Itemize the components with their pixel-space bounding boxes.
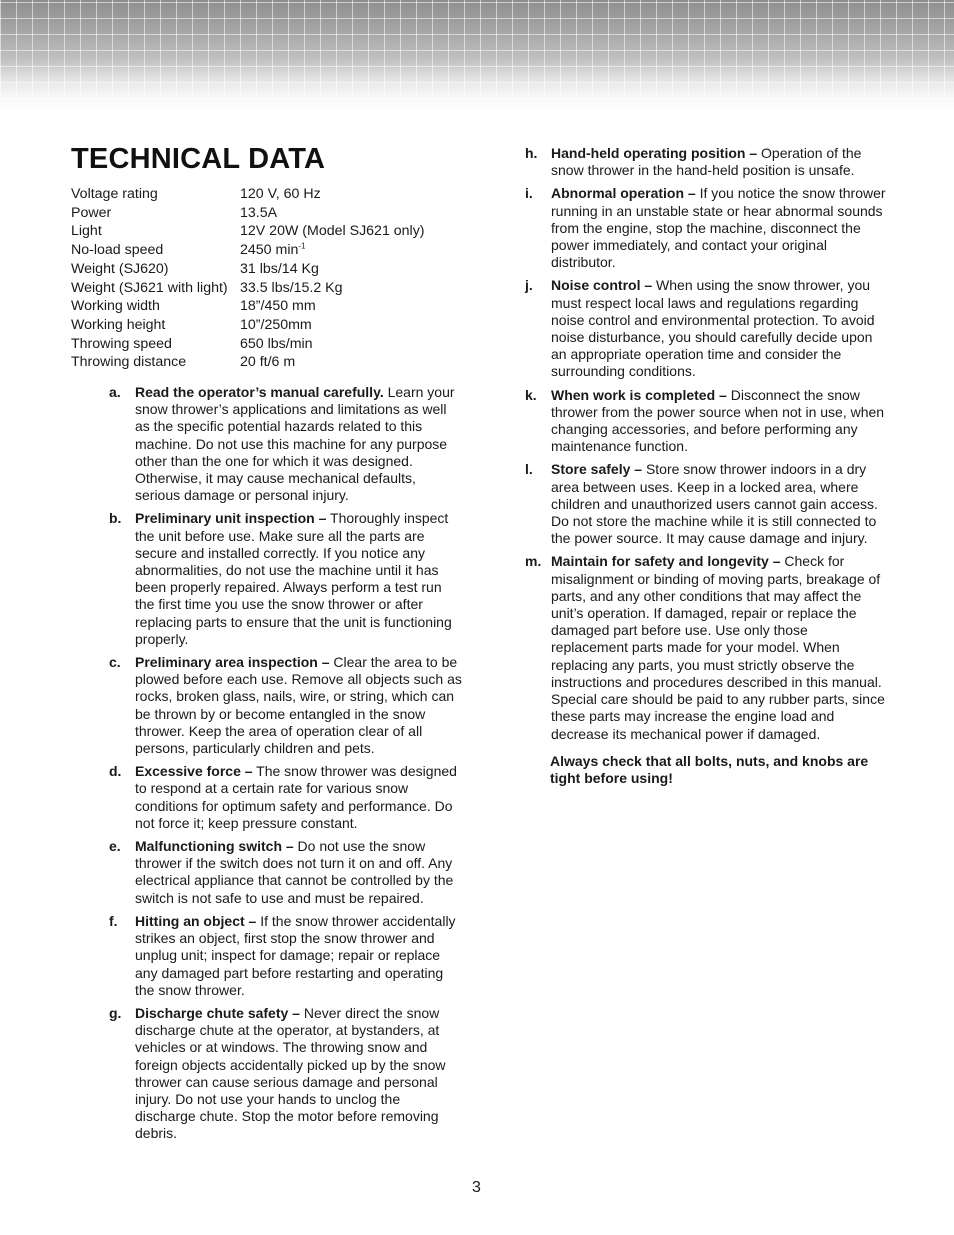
spec-label: Light — [71, 223, 102, 240]
item-heading: Maintain for safety and longevity – — [551, 553, 781, 570]
item-body — [551, 277, 887, 380]
spec-row — [71, 222, 471, 241]
safety-item — [109, 763, 464, 832]
item-body — [135, 1005, 464, 1143]
safety-item — [109, 1005, 464, 1143]
spec-value: 10”/250mm — [240, 316, 312, 333]
item-text: The snow thrower was designed to respond at a certain rate for various snow conditions for optimum safety and performance. Do not force it; keep pressure constant. — [135, 763, 457, 831]
spec-value: 650 lbs/min — [240, 335, 313, 352]
item-heading: Excessive force – — [135, 763, 253, 780]
item-letter: c. — [109, 654, 121, 671]
item-heading: Hand-held operating position – — [551, 145, 758, 161]
item-text: If you notice the snow thrower running in an unstable state or hear abnormal sounds from the engine, stop the machine, disconnect the power immediately, and contact your original distributor. — [551, 185, 886, 271]
safety-item — [525, 461, 887, 547]
safety-item — [525, 387, 887, 456]
spec-value — [240, 241, 306, 260]
spec-value-text: 2450 min — [240, 242, 299, 259]
item-text: Check for misalignment or binding of moving parts, breakage of parts, and any other conditions that may affect the unit’s operation. If damaged, repair or replace the damaged part before use. Use only those replacement parts made for your model. When replacing any parts, you must strictly observe the instructions and procedures described in this manual. Special care should be paid to any rubber parts, since these parts may increase the engine load and decrease its mechanical power if damaged. — [551, 553, 885, 742]
item-heading: When work is completed – — [551, 386, 727, 403]
spec-row — [71, 185, 471, 204]
header-fade — [0, 60, 954, 116]
item-body — [551, 387, 887, 456]
item-text: Learn your snow thrower’s applications and limitations as well as the specific potential hazards related to this machine. Do not use this machine for any purpose other than the one for which it was designed. Otherwise, it may cause mechanical defaults, serious damage or personal injury. — [135, 384, 455, 504]
safety-item — [109, 838, 464, 907]
spec-label: Working width — [71, 298, 160, 315]
item-heading: Malfunctioning switch – — [135, 838, 294, 855]
spec-row — [71, 297, 471, 316]
item-letter: m. — [525, 553, 542, 570]
item-heading: Noise control – — [551, 277, 653, 294]
spec-value: 33.5 lbs/15.2 Kg — [240, 279, 343, 296]
item-letter: d. — [109, 763, 122, 780]
safety-list-right-column — [525, 145, 887, 787]
spec-label: Voltage rating — [71, 186, 158, 202]
item-letter: l. — [525, 461, 533, 478]
page-number: 3 — [472, 1179, 481, 1196]
spec-label: Throwing distance — [71, 354, 187, 371]
item-text: Store snow thrower indoors in a dry area between uses. Keep in a locked area, where children and unauthorized users cannot gain access. Do not store the machine while it is still connected to the power source. It may cause damage and injury. — [551, 461, 878, 547]
item-body — [135, 763, 464, 832]
item-body — [135, 654, 464, 757]
item-letter: j. — [525, 277, 533, 294]
spec-row — [71, 353, 471, 372]
closing-note: Always check that all bolts, nuts, and knobs are tight before using! — [550, 752, 869, 786]
item-text: Disconnect the snow thrower from the power source when not in use, when changing accessories, and before performing any maintenance function. — [551, 386, 885, 455]
safety-item — [109, 913, 464, 999]
item-letter: f. — [109, 912, 118, 929]
spec-value: 20 ft/6 m — [240, 354, 296, 371]
safety-item — [109, 510, 464, 648]
spec-value: 18”/450 mm — [240, 298, 316, 315]
item-text: Do not use the snow thrower if the switch does not turn it on and off. Any electrical appliance that cannot be controlled by the switch is not safe to use and must be repaired. — [135, 838, 454, 906]
item-body — [551, 145, 887, 179]
spec-label: No-load speed — [71, 242, 164, 259]
safety-item — [525, 145, 887, 179]
spec-value: 13.5A — [240, 204, 278, 221]
item-body — [551, 185, 887, 271]
item-text: Clear the area to be plowed before each use. Remove all objects such as rocks, broken glass, nails, wire, or string, which can be thrown by or become entangled in the snow thrower. Keep the area of operation clear of all persons, particularly children and pets. — [135, 654, 462, 757]
item-heading: Abnormal operation – — [551, 185, 696, 202]
spec-row — [71, 260, 471, 279]
item-heading: Preliminary area inspection – — [135, 654, 330, 671]
spec-value: 31 lbs/14 Kg — [240, 260, 319, 277]
item-letter: a. — [109, 384, 121, 400]
item-text: Operation of the snow thrower in the hand-held position is unsafe. — [551, 145, 862, 179]
spec-table — [71, 185, 471, 372]
item-heading: Read the operator’s manual carefully. — [135, 384, 384, 400]
item-text: When using the snow thrower, you must respect local laws and regulations regarding noise control and environmental protection. To avoid noise disturbance, you should carefully decide upon an appropriate operation time and consider the surrounding conditions. — [551, 277, 875, 380]
item-text: Thoroughly inspect the unit before use. Make sure all the parts are secure and installed correctly. If you notice any abnormalities, do not use the machine until it has been properly repaired. Always perform a test run the first time you use the snow thrower or after replacing parts to ensure that the unit is functioning properly. — [135, 510, 452, 647]
item-heading: Store safely – — [551, 461, 643, 478]
item-body — [135, 838, 464, 907]
spec-label: Working height — [71, 316, 166, 333]
item-body — [135, 510, 464, 648]
spec-value-superscript: -1 — [298, 241, 306, 251]
item-body — [135, 384, 464, 504]
safety-list-left-column — [109, 384, 464, 1149]
item-heading: Preliminary unit inspection – — [135, 510, 327, 527]
spec-label: Weight (SJ620) — [71, 260, 169, 277]
item-letter: g. — [109, 1004, 122, 1021]
safety-item — [525, 277, 887, 380]
spec-label: Throwing speed — [71, 335, 172, 352]
item-letter: k. — [525, 386, 537, 403]
safety-item — [109, 384, 464, 504]
spec-row — [71, 316, 471, 335]
item-text: Never direct the snow discharge chute at the operator, at bystanders, at vehicles or at windows. The throwing snow and foreign objects accidentally picked up by the snow thrower can cause serious damage and personal injury. Do not use your hands to unclog the discharge chute. Stop the motor before removing debris. — [135, 1004, 446, 1142]
item-letter: e. — [109, 838, 121, 855]
spec-value: 120 V, 60 Hz — [240, 186, 321, 202]
spec-label: Weight (SJ621 with light) — [71, 279, 228, 296]
page-title: TECHNICAL DATA — [71, 143, 326, 175]
item-body — [135, 913, 464, 999]
spec-row — [71, 279, 471, 298]
item-heading: Hitting an object – — [135, 912, 257, 929]
spec-row — [71, 204, 471, 223]
item-letter: h. — [525, 145, 538, 161]
item-letter: b. — [109, 510, 122, 527]
spec-value: 12V 20W (Model SJ621 only) — [240, 223, 425, 240]
spec-row — [71, 335, 471, 354]
item-heading: Discharge chute safety – — [135, 1004, 300, 1021]
safety-item — [525, 553, 887, 742]
item-letter: i. — [525, 185, 533, 202]
spec-label: Power — [71, 204, 112, 221]
item-text: If the snow thrower accidentally strikes an object, first stop the snow thrower and unplug unit; inspect for damage; repair or replace any damaged part before restarting and operating the snow thrower. — [135, 912, 456, 998]
item-body — [551, 461, 887, 547]
spec-row — [71, 241, 471, 260]
safety-item — [525, 185, 887, 271]
item-body — [551, 553, 887, 742]
safety-item — [109, 654, 464, 757]
